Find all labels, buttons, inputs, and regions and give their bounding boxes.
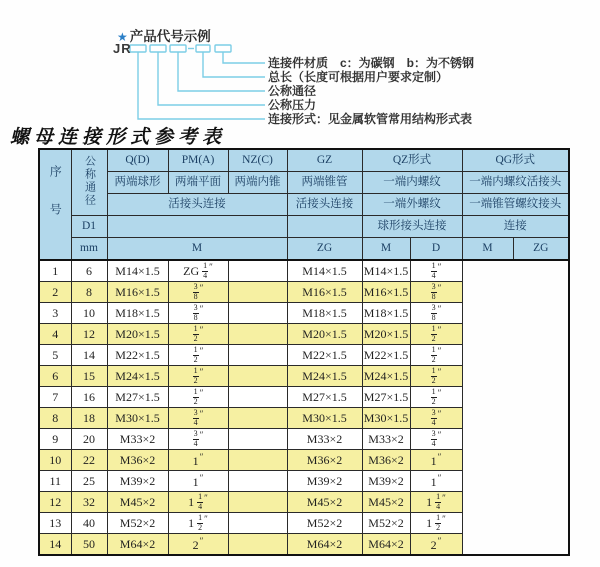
cell-qz_d: M52×2 (287, 513, 362, 534)
cell-m: M52×2 (107, 513, 168, 534)
cell-qg_m: M45×2 (362, 492, 410, 513)
code-box-4 (196, 45, 210, 52)
cell-qz_m (228, 429, 287, 450)
leader-line-diameter (178, 52, 265, 91)
header-qz-form: QZ形式 (362, 149, 462, 172)
cell-no: 11 (39, 471, 71, 492)
cell-qg_zg: $\frac{3}{8}$ ″ (410, 282, 462, 303)
cell-qg_zg: $\frac{1}{2}$ ″ (410, 324, 462, 345)
cell-qz_d: M45×2 (287, 492, 362, 513)
header-qg-zg: ZG (513, 238, 569, 261)
header-union-connection: 活接头连接 (107, 194, 287, 216)
cell-qz_d: M16×1.5 (287, 282, 362, 303)
cell-qg_zg: $\frac{3}{4}$ ″ (410, 429, 462, 450)
cell-qg_m: M36×2 (362, 450, 410, 471)
cell-zg: 1 $\frac{1}{4}$ ″ (168, 492, 228, 513)
table-row (39, 303, 569, 324)
cell-m: M18×1.5 (107, 303, 168, 324)
header-nominal-diameter: 公称通径 (71, 149, 107, 216)
cell-zg: $\frac{3}{8}$ ″ (168, 282, 228, 303)
diagram-label-length: 总长（长度可根据用户要求定制） (268, 70, 449, 84)
cell-dn: 16 (71, 387, 107, 408)
cell-m: M16×1.5 (107, 282, 168, 303)
cell-no: 3 (39, 303, 71, 324)
cell-qg_zg: 2″ (410, 534, 462, 556)
header-q-desc: 两端球形 (107, 172, 168, 194)
cell-dn: 20 (71, 429, 107, 450)
header-pm-desc: 两端平面 (168, 172, 228, 194)
cell-qz_d: M18×1.5 (287, 303, 362, 324)
cell-qz_d: M39×2 (287, 471, 362, 492)
leader-line-length (203, 52, 265, 77)
cell-qz_m (228, 387, 287, 408)
code-box-2 (150, 45, 166, 52)
leader-line-material (223, 52, 265, 63)
cell-dn: 22 (71, 450, 107, 471)
cell-qg_zg: $\frac{1}{2}$ ″ (410, 345, 462, 366)
header-qz-connection: 球形接头连接 (362, 216, 462, 238)
cell-qz_m (228, 260, 287, 282)
cell-qz_d: M36×2 (287, 450, 362, 471)
cell-qg_m: M39×2 (362, 471, 410, 492)
table-row (39, 282, 569, 303)
cell-qz_m (228, 471, 287, 492)
cell-no: 14 (39, 534, 71, 556)
cell-no: 5 (39, 345, 71, 366)
table-row (39, 534, 569, 556)
cell-zg: $\frac{1}{2}$ ″ (168, 324, 228, 345)
cell-zg: $\frac{3}{8}$ ″ (168, 303, 228, 324)
cell-m: M14×1.5 (107, 260, 168, 282)
table-row (39, 513, 569, 534)
header-qg-desc2: 一端锥管螺纹接头 (462, 194, 569, 216)
cell-qg_zg: 1 $\frac{1}{4}$ ″ (410, 492, 462, 513)
table-row (39, 387, 569, 408)
cell-dn: 18 (71, 408, 107, 429)
table-body (39, 260, 569, 555)
cell-qg_zg: $\frac{3}{8}$ ″ (410, 303, 462, 324)
leader-line-connection (138, 52, 265, 119)
cell-m: M30×1.5 (107, 408, 168, 429)
cell-qg_zg: $\frac{1}{4}$ ″ (410, 260, 462, 282)
cell-zg: $\frac{3}{4}$ ″ (168, 429, 228, 450)
cell-zg: $\frac{1}{2}$ ″ (168, 366, 228, 387)
cell-no: 8 (39, 408, 71, 429)
diagram-label-diameter: 公称通径 (268, 84, 317, 98)
cell-qg_m: M30×1.5 (362, 408, 410, 429)
cell-zg: $\frac{1}{2}$ ″ (168, 345, 228, 366)
cell-qg_m: M24×1.5 (362, 366, 410, 387)
cell-dn: 40 (71, 513, 107, 534)
header-qz-desc2: 一端外螺纹 (362, 194, 462, 216)
cell-qg_m: M20×1.5 (362, 324, 410, 345)
cell-qg_m: M33×2 (362, 429, 410, 450)
cell-qz_d: M14×1.5 (287, 260, 362, 282)
product-code-diagram (0, 0, 600, 140)
header-seq: 序号 (39, 149, 71, 260)
header-qg-form: QG形式 (462, 149, 569, 172)
cell-qg_m: M52×2 (362, 513, 410, 534)
cell-qz_m (228, 513, 287, 534)
cell-qg_m: M18×1.5 (362, 303, 410, 324)
cell-qg_m: M16×1.5 (362, 282, 410, 303)
cell-zg: $\frac{3}{4}$ ″ (168, 408, 228, 429)
table-row (39, 408, 569, 429)
header-zg: ZG (287, 238, 362, 261)
table-row (39, 429, 569, 450)
cell-zg: 1″ (168, 471, 228, 492)
cell-m: M24×1.5 (107, 366, 168, 387)
table-row (39, 450, 569, 471)
cell-m: M39×2 (107, 471, 168, 492)
cell-m: M45×2 (107, 492, 168, 513)
table-row (39, 260, 569, 282)
code-box-3 (170, 45, 186, 52)
table-header (39, 149, 569, 260)
header-pm: PM(A) (168, 149, 228, 172)
table-title: 螺母连接形式参考表 (10, 126, 227, 148)
header-blank-2 (287, 216, 362, 238)
header-qg-m: M (462, 238, 513, 261)
header-qz-m: M (362, 238, 410, 261)
cell-dn: 12 (71, 324, 107, 345)
cell-qg_zg: $\frac{1}{2}$ ″ (410, 387, 462, 408)
cell-qg_m: M14×1.5 (362, 260, 410, 282)
cell-qg_zg: 1″ (410, 450, 462, 471)
header-qz-desc1: 一端内螺纹 (362, 172, 462, 194)
table-row (39, 492, 569, 513)
cell-qz_m (228, 366, 287, 387)
cell-qg_m: M22×1.5 (362, 345, 410, 366)
cell-zg: ZG $\frac{1}{4}$ ″ (168, 260, 228, 282)
cell-qz_d: M24×1.5 (287, 366, 362, 387)
cell-qz_m (228, 492, 287, 513)
table-row (39, 366, 569, 387)
code-box-1 (130, 45, 146, 52)
cell-qz_m (228, 450, 287, 471)
cell-qg_m: M27×1.5 (362, 387, 410, 408)
code-prefix: JR (113, 41, 132, 56)
cell-qg_zg: 1″ (410, 471, 462, 492)
diagram-label-connection: 连接形式：见金属软管常用结构形式表 (268, 112, 473, 126)
cell-qg_zg: $\frac{1}{2}$ ″ (410, 366, 462, 387)
header-nz: NZ(C) (228, 149, 287, 172)
cell-qz_d: M27×1.5 (287, 387, 362, 408)
diagram-label-pressure: 公称压力 (268, 98, 317, 112)
cell-no: 10 (39, 450, 71, 471)
cell-no: 13 (39, 513, 71, 534)
diagram-title-text: 产品代号示例 (129, 29, 211, 44)
cell-m: M33×2 (107, 429, 168, 450)
cell-zg: $\frac{1}{2}$ ″ (168, 387, 228, 408)
header-mm: mm (71, 238, 107, 261)
header-qg-connection: 连接 (462, 216, 569, 238)
cell-dn: 14 (71, 345, 107, 366)
cell-qz_d: M20×1.5 (287, 324, 362, 345)
header-m: M (107, 238, 287, 261)
cell-no: 2 (39, 282, 71, 303)
cell-no: 6 (39, 366, 71, 387)
cell-m: M27×1.5 (107, 387, 168, 408)
cell-qz_m (228, 303, 287, 324)
cell-no: 9 (39, 429, 71, 450)
cell-qz_m (228, 534, 287, 556)
cell-qz_m (228, 345, 287, 366)
nut-connection-reference-table (38, 148, 570, 556)
cell-zg: 1 $\frac{1}{2}$ ″ (168, 513, 228, 534)
cell-dn: 32 (71, 492, 107, 513)
code-box-5 (215, 45, 231, 52)
cell-m: M22×1.5 (107, 345, 168, 366)
cell-m: M64×2 (107, 534, 168, 556)
cell-no: 7 (39, 387, 71, 408)
cell-dn: 25 (71, 471, 107, 492)
cell-zg: 2″ (168, 534, 228, 556)
cell-qg_m: M64×2 (362, 534, 410, 556)
header-qz-d: D (410, 238, 462, 261)
cell-m: M36×2 (107, 450, 168, 471)
leader-line-pressure (158, 52, 265, 105)
cell-qz_d: M22×1.5 (287, 345, 362, 366)
cell-qz_d: M33×2 (287, 429, 362, 450)
cell-dn: 15 (71, 366, 107, 387)
cell-dn: 8 (71, 282, 107, 303)
cell-dn: 6 (71, 260, 107, 282)
header-gz-desc: 两端锥管 (287, 172, 362, 194)
header-nz-desc: 两端内锥 (228, 172, 287, 194)
cell-qz_m (228, 408, 287, 429)
cell-dn: 10 (71, 303, 107, 324)
star-icon: ★ (117, 30, 128, 44)
cell-qz_d: M64×2 (287, 534, 362, 556)
header-d1: D1 (71, 216, 107, 238)
header-blank-1 (107, 216, 287, 238)
cell-qg_zg: 1 $\frac{1}{2}$ ″ (410, 513, 462, 534)
cell-qz_m (228, 324, 287, 345)
cell-dn: 50 (71, 534, 107, 556)
table-row (39, 345, 569, 366)
header-q: Q(D) (107, 149, 168, 172)
cell-no: 4 (39, 324, 71, 345)
header-qg-desc1: 一端内螺纹活接头 (462, 172, 569, 194)
diagram-label-material: 连接件材质 c：为碳钢 b：为不锈钢 (268, 56, 475, 70)
cell-zg: 1″ (168, 450, 228, 471)
cell-no: 1 (39, 260, 71, 282)
cell-m: M20×1.5 (107, 324, 168, 345)
cell-qg_zg: $\frac{3}{4}$ ″ (410, 408, 462, 429)
header-gz-connection: 活接头连接 (287, 194, 362, 216)
table-row (39, 471, 569, 492)
cell-qz_m (228, 282, 287, 303)
cell-qz_d: M30×1.5 (287, 408, 362, 429)
table-row (39, 324, 569, 345)
header-gz: GZ (287, 149, 362, 172)
cell-no: 12 (39, 492, 71, 513)
